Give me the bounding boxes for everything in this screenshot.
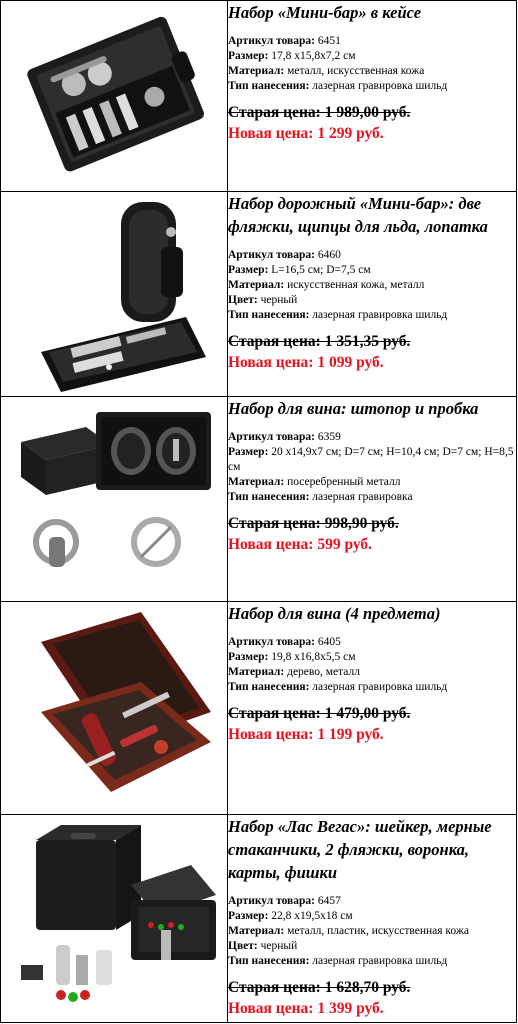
- product-row: [1, 602, 517, 815]
- product-spec: Материал: металл, искусственная кожа: [228, 65, 425, 77]
- product-row: [1, 815, 517, 1023]
- product-spec: Артикул товара: 6359: [228, 431, 341, 443]
- product-row: [1, 397, 517, 602]
- product-spec: Размер: 17,8 x15,8x7,2 см: [228, 50, 356, 62]
- product-title: Набор для вина: штопор и пробка: [228, 399, 479, 418]
- minibar-case-image: [1, 1, 227, 191]
- product-spec: Тип нанесения: лазерная гравировка шильд: [228, 681, 448, 693]
- travel-minibar-image: [1, 192, 227, 396]
- product-spec: Цвет: черный: [228, 940, 298, 952]
- product-spec: Тип нанесения: лазерная гравировка шильд: [228, 955, 448, 967]
- product-title: Набор для вина (4 предмета): [228, 604, 441, 623]
- las-vegas-set-image: [1, 815, 227, 1021]
- product-spec: Материал: дерево, металл: [228, 666, 360, 678]
- product-spec: Артикул товара: 6457: [228, 895, 341, 907]
- product-spec: Артикул товара: 6460: [228, 249, 341, 261]
- product-spec: Тип нанесения: лазерная гравировка шильд: [228, 80, 448, 92]
- product-spec: Размер: 22,8 x19,5x18 см: [228, 910, 353, 922]
- product-spec: Материал: металл, пластик, искусственная кожа: [228, 925, 469, 937]
- product-spec: Цвет: черный: [228, 294, 298, 306]
- product-spec: Тип нанесения: лазерная гравировка: [228, 491, 413, 503]
- product-image-cell: [1, 397, 228, 602]
- wine-set-wooden-box-image: [1, 602, 227, 814]
- product-spec: Размер: 20 x14,9x7 см; D=7 см; H=10,4 см; D=7 см; H=8,5 см: [228, 446, 514, 473]
- product-info-cell: [228, 815, 517, 1023]
- new-price: Новая цена: 599 руб.: [228, 536, 373, 553]
- product-spec: Тип нанесения: лазерная гравировка шильд: [228, 309, 448, 321]
- new-price: Новая цена: 1 399 руб.: [228, 1000, 384, 1017]
- product-image-cell: [1, 192, 228, 397]
- product-image-cell: [1, 815, 228, 1023]
- old-price: Старая цена: 1 351,35 руб.: [228, 333, 411, 350]
- old-price: Старая цена: 998,90 руб.: [228, 515, 399, 532]
- old-price: Старая цена: 1 479,00 руб.: [228, 705, 411, 722]
- new-price: Новая цена: 1 199 руб.: [228, 726, 384, 743]
- product-image-cell: [1, 602, 228, 815]
- product-spec: Артикул товара: 6451: [228, 35, 341, 47]
- new-price: Новая цена: 1 099 руб.: [228, 354, 384, 371]
- product-info-cell: [228, 1, 517, 192]
- product-title: Набор дорожный «Мини-бар»: две фляжки, щипцы для льда, лопатка: [228, 194, 488, 236]
- product-row: [1, 192, 517, 397]
- old-price: Старая цена: 1 989,00 руб.: [228, 104, 411, 121]
- product-spec: Материал: посеребренный металл: [228, 476, 401, 488]
- product-spec: Размер: L=16,5 см; D=7,5 см: [228, 264, 371, 276]
- product-row: [1, 1, 517, 192]
- product-spec: Артикул товара: 6405: [228, 636, 341, 648]
- product-info-cell: [228, 397, 517, 602]
- product-title: Набор «Лас Вегас»: шейкер, мерные стаканчики, 2 фляжки, воронка, карты, фишки: [228, 817, 492, 882]
- product-spec: Размер: 19,8 x16,8x5,5 см: [228, 651, 356, 663]
- product-image-cell: [1, 1, 228, 192]
- new-price: Новая цена: 1 299 руб.: [228, 125, 384, 142]
- product-spec: Материал: искусственная кожа, металл: [228, 279, 425, 291]
- wine-set-corkscrew-image: [1, 397, 227, 601]
- product-info-cell: [228, 602, 517, 815]
- old-price: Старая цена: 1 628,70 руб.: [228, 979, 411, 996]
- product-title: Набор «Мини-бар» в кейсе: [228, 3, 422, 22]
- product-info-cell: [228, 192, 517, 397]
